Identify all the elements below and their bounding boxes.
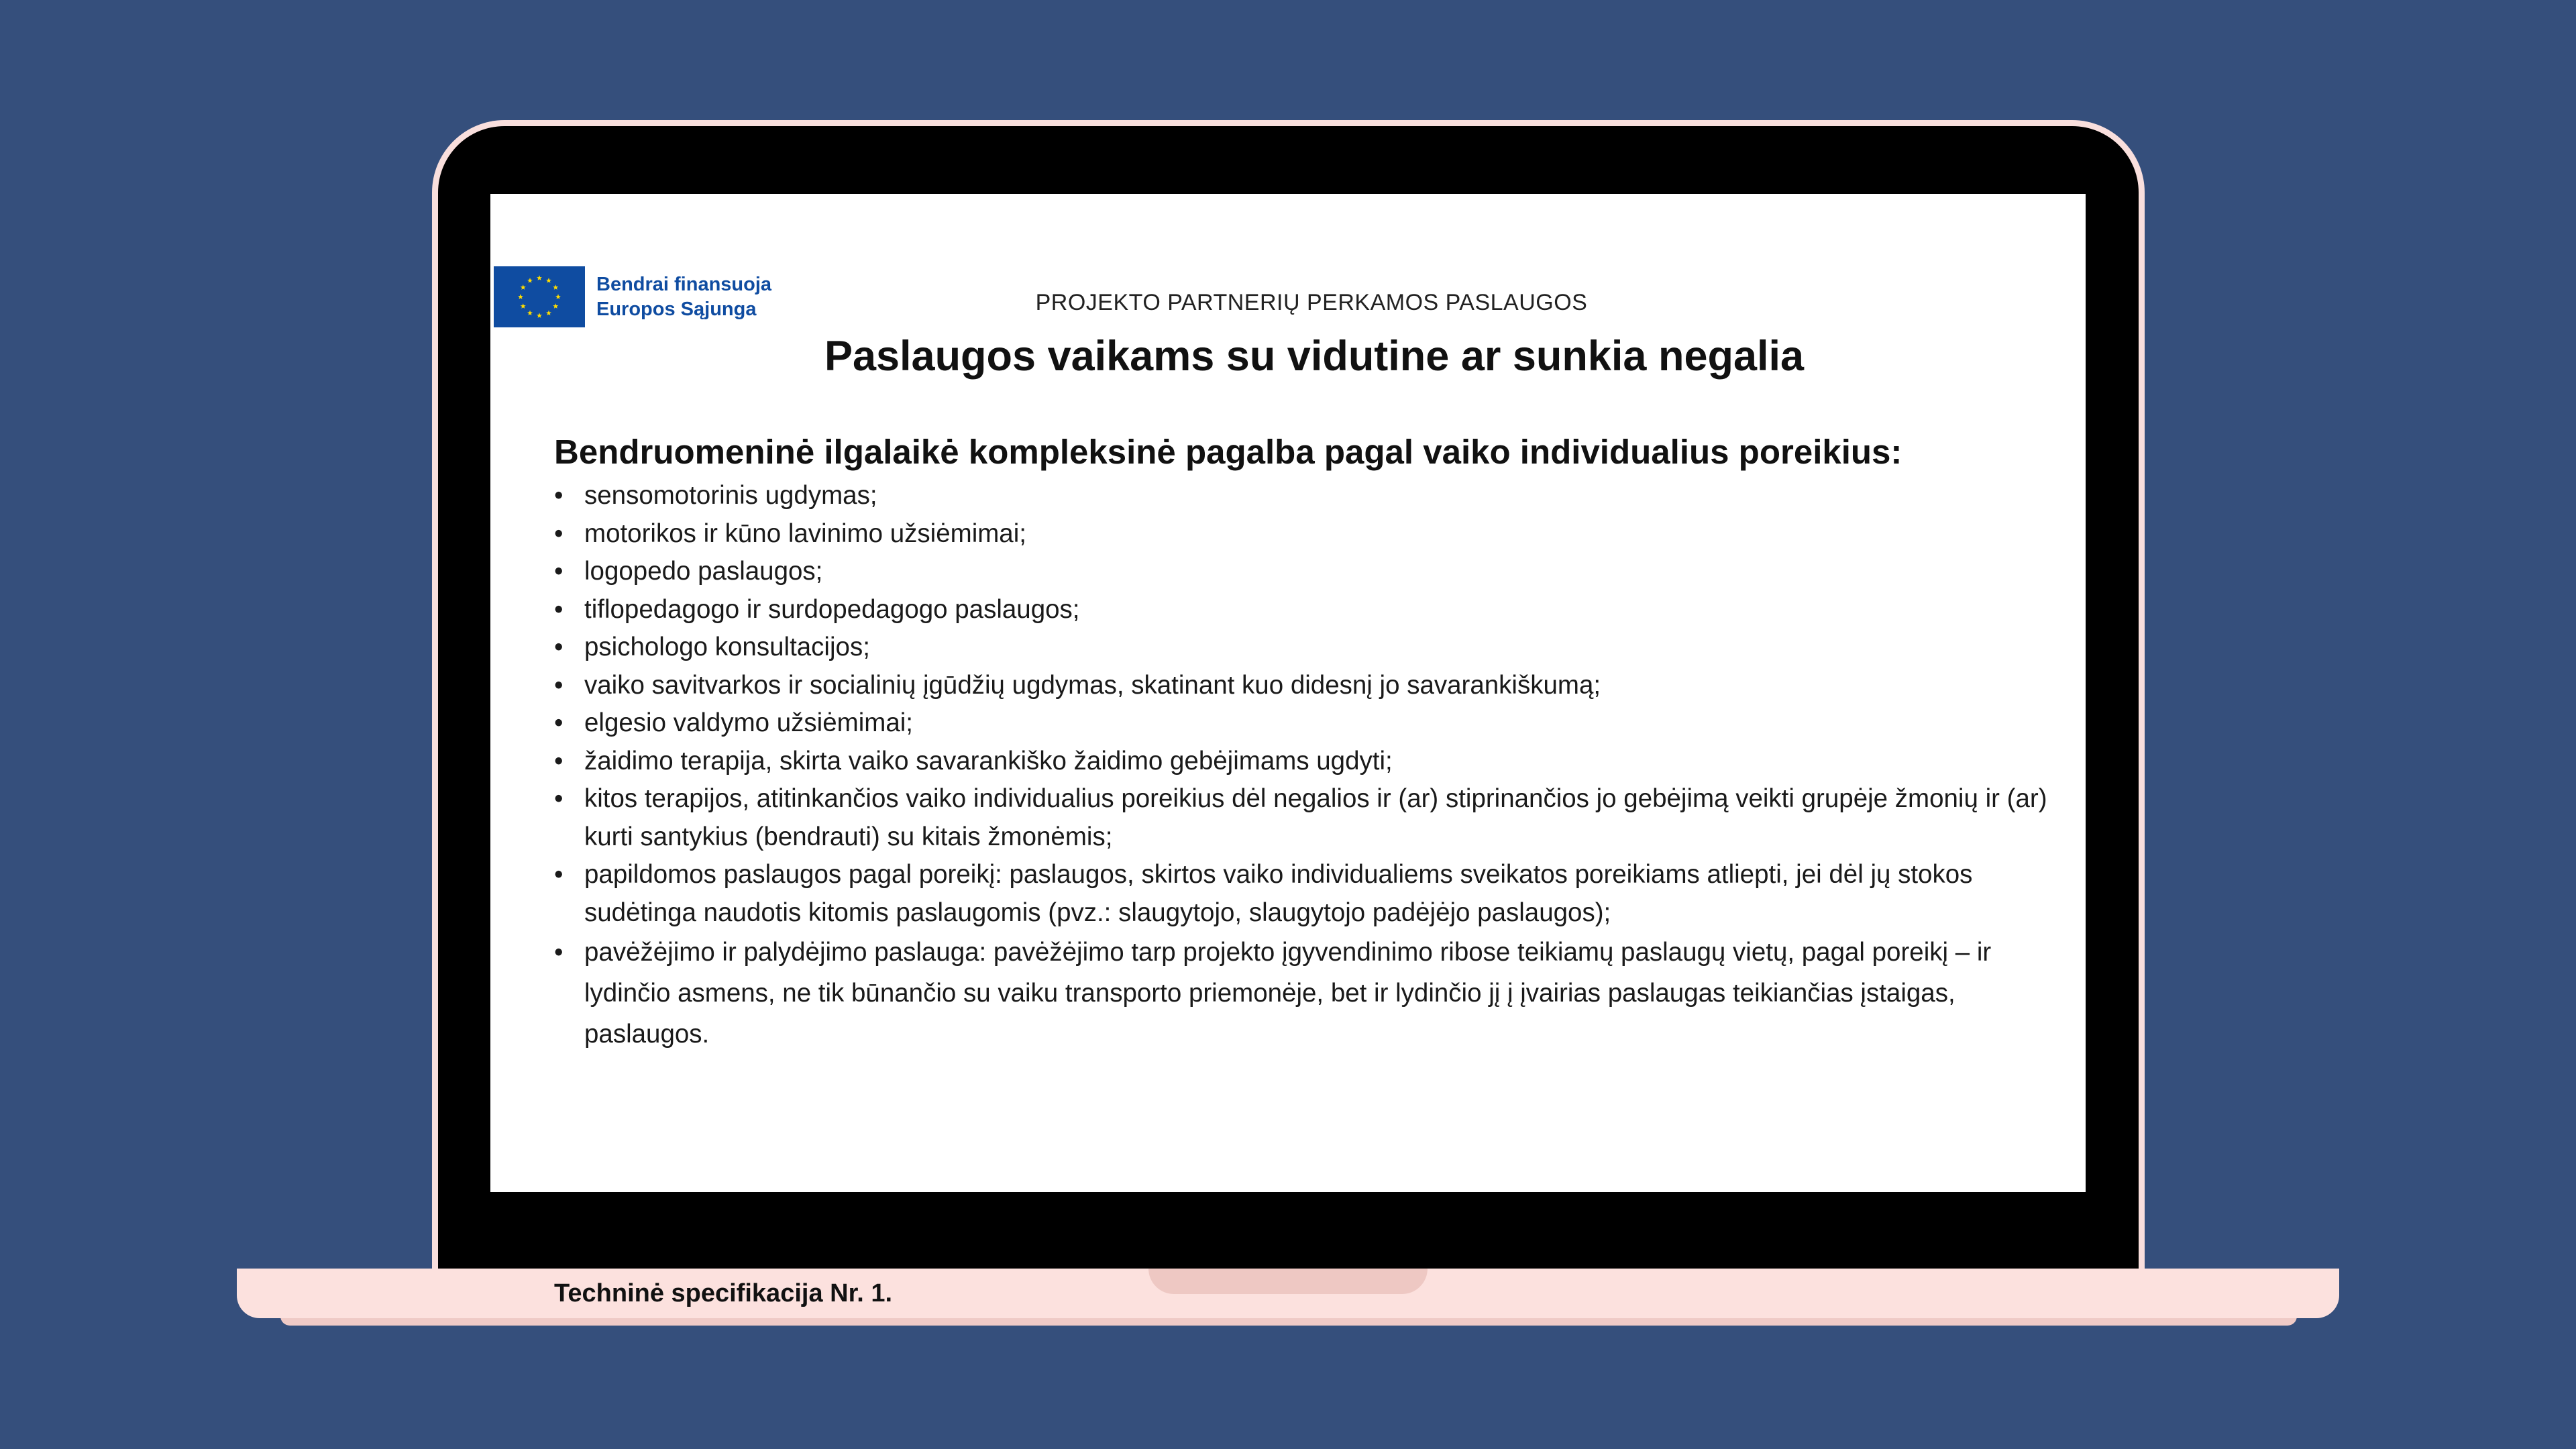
services-list [554,477,2063,1055]
list-item: • motorikos ir kūno lavinimo užsiėmimai; [554,515,2063,553]
list-item: • kitos terapijos, atitinkančios vaiko individualius poreikius dėl negalios ir (ar) stiprinančios jo gebėjimą veikti grupėje žmonių ir (ar) kurti santykius (bendrauti) su kitais žmonėmis; [554,780,2063,856]
slide-title: Paslaugos vaikams su vidutine ar sunkia negalia [824,333,1805,380]
list-item: • sensomotorinis ugdymas; [554,477,2063,515]
eu-star-icon [546,278,551,283]
laptop-screen [490,194,2086,1307]
eu-star-icon [521,284,526,290]
eu-star-icon [537,275,542,280]
list-item: • vaiko savitvarkos ir socialinių įgūdžių ugdymas, skatinant kuo didesnį jo savarankiškumą; [554,667,2063,705]
eu-logo-line1: Bendrai finansuoja [596,273,772,295]
list-item: • papildomos paslaugos pagal poreikį: paslaugos, skirtos vaiko individualiems sveikatos poreikiams atliepti, jei dėl jų stokos sudėtinga naudotis kitomis paslaugomis (pvz.: slaugytojo, slaugytojo padėjėjo paslaugos); [554,856,2063,932]
eu-star-icon [553,284,558,290]
list-item: • tiflopedagogo ir surdopedagogo paslaugos; [554,591,2063,629]
list-item: • elgesio valdymo užsiėmimai; [554,704,2063,743]
list-item: • pavėžėjimo ir palydėjimo paslauga: pavėžėjimo tarp projekto įgyvendinimo ribose teikiamų paslaugų vietų, pagal poreikį – ir lydinčio asmens, ne tik būnančio su vaiku transporto priemonėje, bet ir lydinčio jį į įvairias paslaugas teikiančias įstaigas, paslaugos. [554,932,2063,1055]
technical-spec-note: Techninė specifikacija Nr. 1. [554,1279,893,1307]
list-item: • psichologo konsultacijos; [554,629,2063,667]
list-item: • logopedo paslaugos; [554,553,2063,591]
section-heading: Bendruomeninė ilgalaikė kompleksinė pagalba pagal vaiko individualius poreikius: [554,433,1902,471]
laptop-hinge-notch [1148,1269,1428,1294]
eu-star-icon [527,278,533,283]
eu-logo-line2: Europos Sąjunga [596,298,757,320]
list-item: • žaidimo terapija, skirta vaiko savarankiško žaidimo gebėjimams ugdyti; [554,743,2063,781]
slide-header: PROJEKTO PARTNERIŲ PERKAMOS PASLAUGOS [1035,290,1588,315]
